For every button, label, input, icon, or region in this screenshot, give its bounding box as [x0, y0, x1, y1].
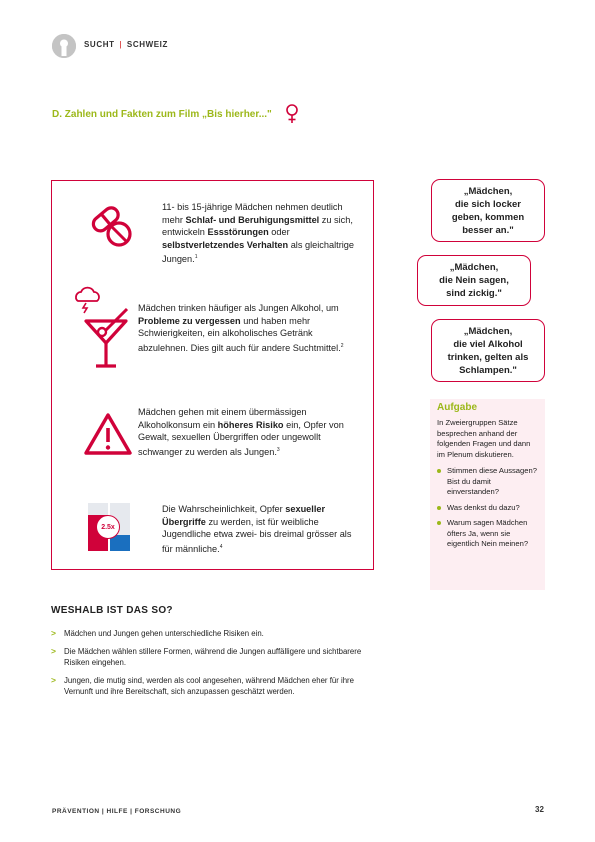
why-list-item: > Jungen, die mutig sind, werden als cool angesehen, während Mädchen eher für ihre Vernunft und ihre Bereitschaft, sich anzupassen geschätzt werden. — [51, 675, 354, 696]
why-list-item: > Die Mädchen wählen stillere Formen, während die Jungen auffälligere und sichtbarere Risiken eingehen. — [51, 646, 362, 667]
why-list-item: > Mädchen und Jungen gehen unterschiedliche Risiken ein. — [51, 628, 264, 638]
quote-bubble-3: „Mädchen, die viel Alkohol trinken, gelten als Schlampen." — [431, 319, 545, 382]
task-question: Was denkst du dazu? — [437, 503, 538, 514]
logo-left-text: SUCHT — [84, 40, 115, 49]
why-heading: WESHALB IST DAS SO? — [51, 605, 173, 616]
arrow-bullet-icon: > — [51, 646, 56, 656]
page-number: 32 — [535, 805, 544, 814]
task-title: Aufgabe — [437, 402, 477, 413]
logo-wordmark — [84, 40, 168, 49]
ratio-badge: 2.5x — [96, 515, 120, 539]
female-symbol-icon — [285, 104, 299, 124]
task-question: Warum sagen Mädchen öfters Ja, wenn sie eigentlich Nein meinen? — [437, 518, 538, 550]
fact-1-text: 11- bis 15-jährige Mädchen nehmen deutlich mehr Schlaf- und Beruhigungsmittel zu sich, entwickeln Essstörungen oder selbstverletzendes Verhalten als gleichaltrige Jungen.$^1$ — [162, 202, 355, 265]
logo-separator: | — [119, 40, 123, 49]
warning-icon — [82, 410, 134, 463]
arrow-bullet-icon: > — [51, 675, 56, 685]
fact-4-text: Die Wahrscheinlichkeit, Opfer sexueller Übergriffe zu werden, ist für weibliche Jugendliche etwa zwei- bis dreimal grösser als für männliche.$^4$ — [162, 504, 352, 554]
logo-right-text: SCHWEIZ — [126, 40, 168, 49]
task-box — [430, 399, 545, 590]
why-list — [51, 628, 381, 704]
fact-2-text: Mädchen trinken häufiger als Jungen Alkohol, um Probleme zu vergessen und haben mehr Schwierigkeiten, ein alkoholisches Getränk abzulehnen. Dies gilt auch für andere Suchtmittel.$^2$ — [138, 303, 344, 353]
task-question-list — [437, 466, 538, 550]
quote-bubble-2: „Mädchen, die Nein sagen, sind zickig." — [417, 255, 531, 306]
section-title: D. Zahlen und Fakten zum Film „Bis hierher..." — [52, 109, 272, 120]
facts-box — [51, 180, 374, 570]
fact-3-text: Mädchen gehen mit einem übermässigen Alkoholkonsum ein höheres Risiko ein, Opfer von Gewalt, sexuellen Übergriffen oder ungewollt schwanger zu werden als Jungen.$^3$ — [138, 407, 344, 457]
task-question: Stimmen diese Aussagen? Bist du damit einverstanden? — [437, 466, 538, 498]
footer-tagline: PRÄVENTION | HILFE | FORSCHUNG — [52, 808, 182, 815]
arrow-bullet-icon: > — [51, 628, 56, 638]
logo-person-icon — [52, 34, 76, 58]
task-intro: In Zweiergruppen Sätze besprechen anhand der folgenden Fragen und dann im Plenum diskutieren. — [437, 418, 531, 459]
pills-icon — [88, 203, 134, 254]
quote-bubble-1: „Mädchen, die sich locker geben, kommen besser an." — [431, 179, 545, 242]
cocktail-glass-icon — [72, 285, 142, 380]
